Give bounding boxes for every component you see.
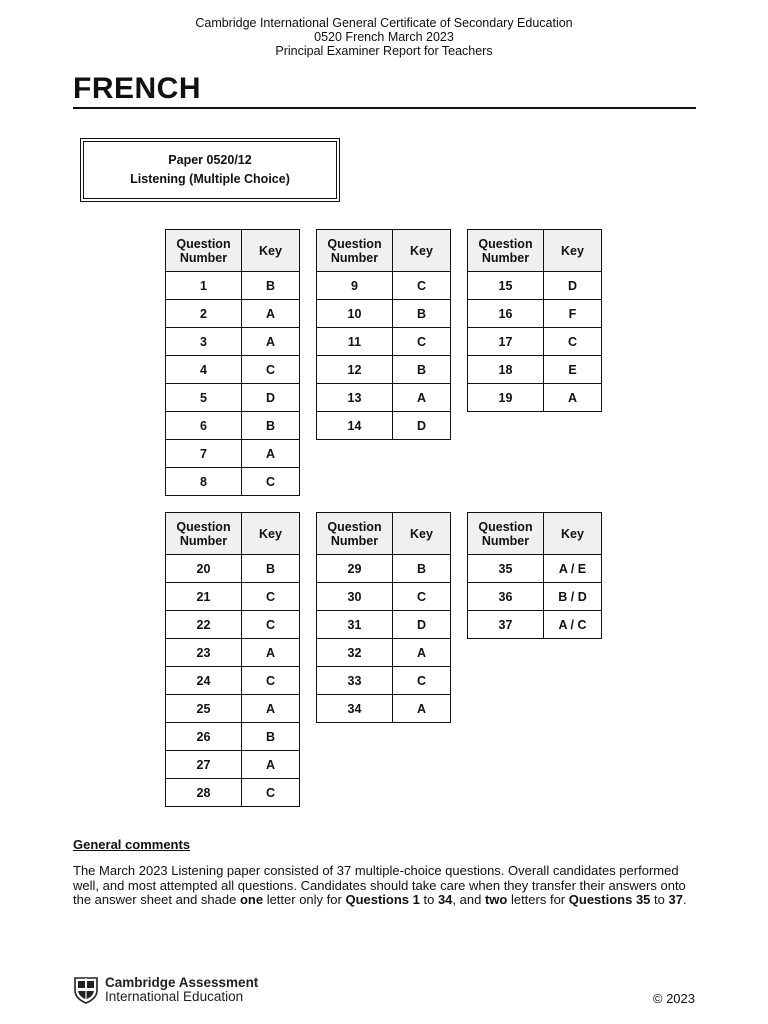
comments-text-3: to: [419, 892, 438, 907]
table-header-row: [166, 230, 300, 272]
header-line-2: 0520 French March 2023: [314, 30, 454, 44]
answer-key-cell: B: [393, 356, 451, 384]
table-row: [317, 328, 451, 356]
header-text: Question: [478, 236, 533, 251]
comments-text-7: .: [682, 892, 687, 907]
cambridge-logo: [73, 976, 258, 1004]
comments-bold-4: two: [484, 892, 508, 907]
table-row: [468, 272, 602, 300]
answer-key-table: [316, 229, 451, 440]
table-row: [166, 356, 300, 384]
answer-key-cell: A: [393, 639, 451, 667]
key-header: Key: [242, 230, 300, 272]
question-number-cell: 16: [468, 300, 544, 328]
question-number-cell: 36: [468, 583, 544, 611]
question-number-cell: 14: [317, 412, 393, 440]
question-number-cell: 34: [317, 695, 393, 723]
comments-bold-6: 37: [668, 892, 683, 907]
comments-bold-1: one: [239, 892, 264, 907]
header-text: Question: [176, 236, 231, 251]
table-row: [166, 468, 300, 496]
header-text: Number: [330, 250, 379, 265]
question-number-cell: 18: [468, 356, 544, 384]
answer-key-cell: A: [242, 328, 300, 356]
answer-key-cell: A: [242, 751, 300, 779]
question-number-header: [166, 513, 242, 555]
answer-key-table: [467, 512, 602, 639]
question-number-header: [317, 230, 393, 272]
answer-key-cell: C: [242, 468, 300, 496]
question-number-header: [468, 230, 544, 272]
answer-key-cell: A: [544, 384, 602, 412]
question-number-header: [317, 513, 393, 555]
answer-key-cell: A: [242, 695, 300, 723]
table-row: [317, 272, 451, 300]
answer-key-cell: A: [393, 695, 451, 723]
table-row: [317, 412, 451, 440]
answer-key-cell: B: [242, 272, 300, 300]
table-row: [166, 440, 300, 468]
question-number-cell: 3: [166, 328, 242, 356]
header-text: Question: [478, 519, 533, 534]
answer-key-cell: B / D: [544, 583, 602, 611]
comments-heading: General comments: [73, 837, 191, 852]
table-row: [468, 611, 602, 639]
answer-key-cell: C: [242, 667, 300, 695]
table-row: [317, 555, 451, 583]
answer-key-cell: B: [242, 555, 300, 583]
table-row: [166, 272, 300, 300]
header-line-3: Principal Examiner Report for Teachers: [275, 44, 493, 58]
question-number-cell: 8: [166, 468, 242, 496]
table-header-row: [166, 513, 300, 555]
answer-key-cell: A: [242, 639, 300, 667]
answer-key-cell: F: [544, 300, 602, 328]
header-text: Number: [179, 533, 228, 548]
question-number-cell: 9: [317, 272, 393, 300]
question-number-cell: 33: [317, 667, 393, 695]
answer-key-cell: C: [242, 611, 300, 639]
answer-key-cell: C: [393, 583, 451, 611]
answer-key-cell: B: [393, 555, 451, 583]
answer-key-cell: C: [242, 779, 300, 807]
comments-text-1: The March 2023 Listening paper consisted of 37 multiple-choice questions. Overall candidates performed well, and most attempted all questions. Candidates should take care when they transfer their answers onto the answer sheet and shade: [73, 863, 686, 907]
question-number-cell: 15: [468, 272, 544, 300]
answer-key-cell: B: [242, 412, 300, 440]
answer-key-cell: A / E: [544, 555, 602, 583]
key-header: Key: [393, 513, 451, 555]
paper-box: [80, 138, 340, 202]
question-number-cell: 24: [166, 667, 242, 695]
header-text: Number: [179, 250, 228, 265]
answer-key-cell: D: [393, 611, 451, 639]
answer-key-table: [165, 229, 300, 496]
answer-key-cell: D: [544, 272, 602, 300]
question-number-cell: 32: [317, 639, 393, 667]
answer-key-cell: B: [393, 300, 451, 328]
header-text: Question: [327, 519, 382, 534]
question-number-cell: 17: [468, 328, 544, 356]
table-row: [166, 667, 300, 695]
table-row: [317, 384, 451, 412]
question-number-header: [166, 230, 242, 272]
comments-text-5: letters for: [507, 892, 569, 907]
question-number-cell: 31: [317, 611, 393, 639]
table-row: [468, 300, 602, 328]
table-row: [166, 723, 300, 751]
header-text: Number: [481, 533, 530, 548]
table-row: [317, 583, 451, 611]
comments-bold-3: 34: [437, 892, 453, 907]
question-number-cell: 12: [317, 356, 393, 384]
cambridge-crest-icon: [73, 976, 99, 1004]
answer-key-cell: A / C: [544, 611, 602, 639]
table-row: [166, 412, 300, 440]
key-header: Key: [544, 513, 602, 555]
question-number-cell: 1: [166, 272, 242, 300]
table-row: [166, 300, 300, 328]
table-row: [317, 695, 451, 723]
table-header-row: [317, 230, 451, 272]
table-row: [317, 611, 451, 639]
answer-key-cell: A: [242, 300, 300, 328]
header-text: Number: [330, 533, 379, 548]
table-row: [317, 667, 451, 695]
question-number-cell: 21: [166, 583, 242, 611]
question-number-cell: 5: [166, 384, 242, 412]
question-number-cell: 20: [166, 555, 242, 583]
question-number-cell: 10: [317, 300, 393, 328]
comments-text-4: , and: [452, 892, 485, 907]
question-number-cell: 29: [317, 555, 393, 583]
question-number-cell: 23: [166, 639, 242, 667]
logo-line-2: International Education: [105, 989, 244, 1004]
table-row: [468, 384, 602, 412]
table-row: [468, 583, 602, 611]
question-number-cell: 26: [166, 723, 242, 751]
table-row: [166, 639, 300, 667]
title-rule: [73, 107, 696, 109]
answer-key-table: [467, 229, 602, 412]
table-header-row: [468, 230, 602, 272]
question-number-header: [468, 513, 544, 555]
table-row: [317, 356, 451, 384]
logo-line-1: Cambridge Assessment: [105, 975, 259, 990]
subject-title: FRENCH: [73, 72, 201, 105]
table-row: [166, 611, 300, 639]
question-number-cell: 35: [468, 555, 544, 583]
key-header: Key: [393, 230, 451, 272]
header-text: Question: [327, 236, 382, 251]
answer-key-cell: D: [393, 412, 451, 440]
paper-code: Paper 0520/12: [168, 153, 252, 167]
table-header-row: [468, 513, 602, 555]
header-text: Number: [481, 250, 530, 265]
table-row: [166, 583, 300, 611]
question-number-cell: 30: [317, 583, 393, 611]
report-header: [0, 16, 768, 58]
table-row: [166, 779, 300, 807]
answer-key-cell: E: [544, 356, 602, 384]
answer-key-cell: C: [242, 356, 300, 384]
table-row: [166, 555, 300, 583]
answer-key-cell: D: [242, 384, 300, 412]
key-header: Key: [242, 513, 300, 555]
question-number-cell: 28: [166, 779, 242, 807]
question-number-cell: 7: [166, 440, 242, 468]
answer-key-table: [316, 512, 451, 723]
table-row: [166, 751, 300, 779]
table-header-row: [317, 513, 451, 555]
table-row: [468, 356, 602, 384]
paper-box-inner: [83, 141, 337, 199]
question-number-cell: 2: [166, 300, 242, 328]
question-number-cell: 27: [166, 751, 242, 779]
answer-key-cell: B: [242, 723, 300, 751]
comments-text-2: letter only for: [263, 892, 346, 907]
answer-key-table: [165, 512, 300, 807]
question-number-cell: 19: [468, 384, 544, 412]
key-header: Key: [544, 230, 602, 272]
table-row: [317, 300, 451, 328]
question-number-cell: 6: [166, 412, 242, 440]
question-number-cell: 22: [166, 611, 242, 639]
answer-key-cell: A: [393, 384, 451, 412]
table-row: [317, 639, 451, 667]
answer-key-cell: C: [393, 272, 451, 300]
question-number-cell: 4: [166, 356, 242, 384]
answer-key-cell: C: [544, 328, 602, 356]
comments-bold-2: Questions 1: [345, 892, 420, 907]
header-text: Question: [176, 519, 231, 534]
table-row: [468, 555, 602, 583]
question-number-cell: 13: [317, 384, 393, 412]
table-row: [166, 695, 300, 723]
comments-text-6: to: [650, 892, 669, 907]
comments-bold-5: Questions 35: [568, 892, 651, 907]
question-number-cell: 25: [166, 695, 242, 723]
table-row: [468, 328, 602, 356]
paper-title: Listening (Multiple Choice): [130, 172, 290, 186]
question-number-cell: 11: [317, 328, 393, 356]
answer-key-cell: C: [393, 328, 451, 356]
table-row: [166, 328, 300, 356]
answer-key-cell: C: [393, 667, 451, 695]
copyright-notice: © 2023: [652, 991, 695, 1006]
question-number-cell: 37: [468, 611, 544, 639]
comments-paragraph: [73, 864, 703, 908]
table-row: [166, 384, 300, 412]
answer-key-cell: A: [242, 440, 300, 468]
answer-key-cell: C: [242, 583, 300, 611]
header-line-1: Cambridge International General Certificate of Secondary Education: [195, 16, 573, 30]
